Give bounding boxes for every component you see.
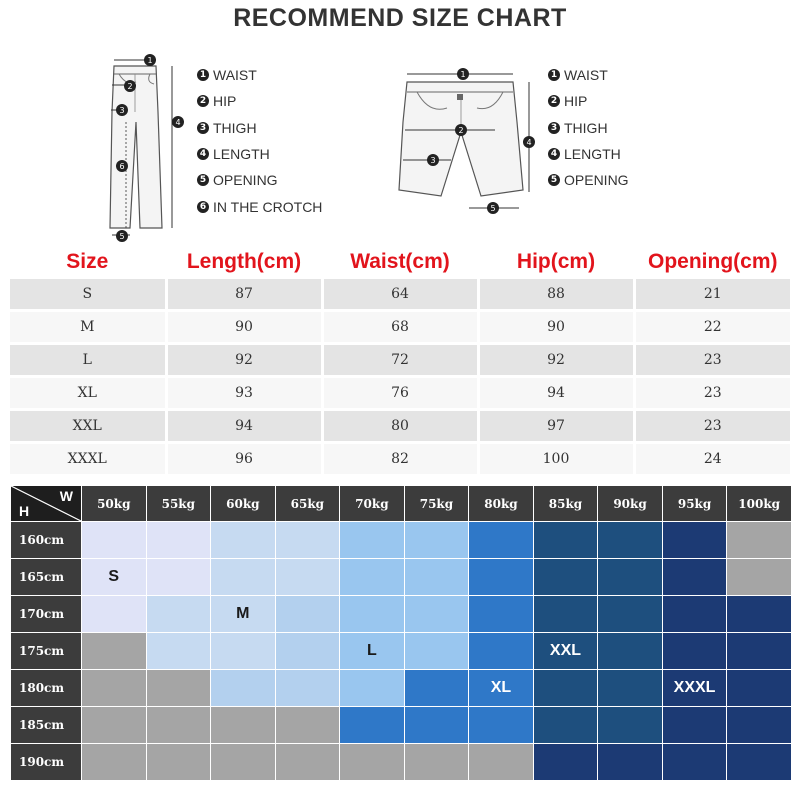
size-zone-cell <box>662 707 727 744</box>
size-zone-cell <box>275 596 340 633</box>
size-zone-cell <box>533 522 598 559</box>
grid-corner <box>11 486 82 522</box>
opening-header: Opening(cm) <box>634 245 790 279</box>
size-zone-cell <box>340 559 405 596</box>
measure-cell: 96 <box>166 443 322 476</box>
measure-cell: 82 <box>322 443 478 476</box>
size-row <box>10 279 790 311</box>
size-zone-label: L <box>340 633 405 670</box>
size-zone-cell <box>275 559 340 596</box>
size-zone-cell <box>275 707 340 744</box>
shorts-diagram <box>395 62 545 222</box>
measure-cell: 72 <box>322 344 478 377</box>
size-zone-cell <box>211 707 276 744</box>
grid-row <box>11 744 792 781</box>
size-zone-cell <box>598 559 663 596</box>
measure-cell: 23 <box>634 377 790 410</box>
grid-row <box>11 670 792 707</box>
pants-legend <box>197 62 322 220</box>
size-zone-cell <box>404 707 469 744</box>
measure-cell: 80 <box>322 410 478 443</box>
size-row <box>10 344 790 377</box>
measure-cell: 22 <box>634 311 790 344</box>
legend-item: 6 IN THE CROTCH <box>197 193 322 219</box>
weight-header: 90kg <box>598 486 663 522</box>
measure-cell: 97 <box>478 410 634 443</box>
legend-item: 1 WAIST <box>197 62 322 88</box>
measure-cell: 87 <box>166 279 322 311</box>
size-zone-cell <box>598 744 663 781</box>
measure-cell: 92 <box>166 344 322 377</box>
svg-text:2: 2 <box>458 126 464 135</box>
size-row <box>10 377 790 410</box>
measure-cell: 88 <box>478 279 634 311</box>
size-zone-cell <box>533 670 598 707</box>
size-zone-cell <box>275 633 340 670</box>
legend-item: 4 LENGTH <box>197 141 322 167</box>
size-zone-label: XXL <box>533 633 598 670</box>
height-header: 185cm <box>11 707 82 744</box>
weight-header: 85kg <box>533 486 598 522</box>
weight-header: 60kg <box>211 486 276 522</box>
size-zone-cell <box>598 707 663 744</box>
hip-header: Hip(cm) <box>478 245 634 279</box>
size-zone-cell <box>404 522 469 559</box>
size-zone-cell <box>404 744 469 781</box>
size-zone-cell <box>727 744 792 781</box>
size-zone-cell <box>340 744 405 781</box>
size-zone-cell <box>662 596 727 633</box>
legend-item: 5 OPENING <box>548 167 629 193</box>
height-header: 175cm <box>11 633 82 670</box>
size-zone-cell <box>211 633 276 670</box>
size-zone-cell <box>82 633 147 670</box>
size-zone-cell <box>469 522 534 559</box>
measure-cell: 92 <box>478 344 634 377</box>
legend-item: 3 THIGH <box>548 115 629 141</box>
legend-item: 3 THIGH <box>197 115 322 141</box>
size-cell: XXL <box>10 410 166 443</box>
height-header: 170cm <box>11 596 82 633</box>
measure-cell: 94 <box>478 377 634 410</box>
size-zone-label: M <box>211 596 276 633</box>
measure-cell: 23 <box>634 344 790 377</box>
size-zone-label: XL <box>469 670 534 707</box>
size-zone-label: S <box>82 559 147 596</box>
size-zone-cell <box>469 633 534 670</box>
size-zone-cell <box>533 596 598 633</box>
size-zone-cell <box>146 522 211 559</box>
size-zone-cell <box>662 744 727 781</box>
size-zone-cell <box>404 596 469 633</box>
size-zone-cell <box>727 633 792 670</box>
length-header: Length(cm) <box>166 245 322 279</box>
measure-cell: 21 <box>634 279 790 311</box>
svg-text:3: 3 <box>119 106 125 115</box>
measure-cell: 90 <box>478 311 634 344</box>
size-cell: M <box>10 311 166 344</box>
size-zone-cell <box>662 633 727 670</box>
measure-cell: 93 <box>166 377 322 410</box>
size-header: Size <box>10 245 166 279</box>
size-row <box>10 311 790 344</box>
grid-row <box>11 633 792 670</box>
size-cell: L <box>10 344 166 377</box>
measure-cell: 76 <box>322 377 478 410</box>
weight-header: 70kg <box>340 486 405 522</box>
size-zone-cell <box>211 670 276 707</box>
size-zone-cell <box>469 707 534 744</box>
svg-text:6: 6 <box>119 162 125 171</box>
size-zone-cell <box>727 670 792 707</box>
size-zone-cell <box>598 522 663 559</box>
legend-item: 2 HIP <box>548 88 629 114</box>
size-zone-cell <box>82 522 147 559</box>
size-zone-cell <box>82 744 147 781</box>
size-zone-cell <box>727 707 792 744</box>
size-zone-cell <box>340 522 405 559</box>
page-title: RECOMMEND SIZE CHART <box>233 4 567 32</box>
size-zone-cell <box>275 522 340 559</box>
size-zone-cell <box>340 596 405 633</box>
size-zone-cell <box>404 559 469 596</box>
svg-text:5: 5 <box>119 232 125 241</box>
height-header: 160cm <box>11 522 82 559</box>
svg-text:1: 1 <box>460 70 466 79</box>
measure-cell: 68 <box>322 311 478 344</box>
size-zone-cell <box>275 670 340 707</box>
size-zone-cell <box>211 744 276 781</box>
size-zone-cell <box>146 559 211 596</box>
weight-header: 75kg <box>404 486 469 522</box>
legend-item: 2 HIP <box>197 88 322 114</box>
shorts-legend <box>548 62 629 193</box>
weight-header: 65kg <box>275 486 340 522</box>
weight-axis-label: W <box>59 488 73 504</box>
size-zone-cell <box>146 707 211 744</box>
size-zone-cell <box>533 744 598 781</box>
size-zone-cell <box>146 633 211 670</box>
legend-item: 4 LENGTH <box>548 141 629 167</box>
legend-item: 5 OPENING <box>197 167 322 193</box>
size-zone-cell <box>469 744 534 781</box>
measure-cell: 24 <box>634 443 790 476</box>
size-zone-label: XXXL <box>662 670 727 707</box>
size-zone-cell <box>662 522 727 559</box>
size-zone-cell <box>404 670 469 707</box>
measure-cell: 100 <box>478 443 634 476</box>
measure-cell: 64 <box>322 279 478 311</box>
size-zone-cell <box>727 596 792 633</box>
grid-row <box>11 559 792 596</box>
size-zone-cell <box>533 559 598 596</box>
size-zone-cell <box>598 596 663 633</box>
grid-row <box>11 707 792 744</box>
pants-diagram <box>106 52 196 242</box>
size-zone-cell <box>211 522 276 559</box>
size-zone-cell <box>82 596 147 633</box>
weight-header: 55kg <box>146 486 211 522</box>
size-zone-cell <box>146 670 211 707</box>
weight-header: 50kg <box>82 486 147 522</box>
height-header: 180cm <box>11 670 82 707</box>
size-zone-cell <box>598 633 663 670</box>
weight-header: 80kg <box>469 486 534 522</box>
size-cell: XXXL <box>10 443 166 476</box>
size-zone-cell <box>82 670 147 707</box>
size-cell: S <box>10 279 166 311</box>
svg-text:1: 1 <box>147 56 153 65</box>
measure-cell: 23 <box>634 410 790 443</box>
size-zone-cell <box>146 596 211 633</box>
svg-text:2: 2 <box>127 82 133 91</box>
size-zone-cell <box>275 744 340 781</box>
size-zone-cell <box>82 707 147 744</box>
size-zone-cell <box>404 633 469 670</box>
size-zone-cell <box>598 670 663 707</box>
height-weight-grid <box>10 485 792 781</box>
size-row <box>10 443 790 476</box>
size-zone-cell <box>146 744 211 781</box>
height-header: 190cm <box>11 744 82 781</box>
size-zone-cell <box>211 559 276 596</box>
size-zone-cell <box>727 522 792 559</box>
size-zone-cell <box>469 559 534 596</box>
grid-row <box>11 596 792 633</box>
measure-cell: 94 <box>166 410 322 443</box>
weight-header: 95kg <box>662 486 727 522</box>
svg-text:3: 3 <box>430 156 436 165</box>
measure-cell: 90 <box>166 311 322 344</box>
grid-row <box>11 522 792 559</box>
waist-header: Waist(cm) <box>322 245 478 279</box>
size-cell: XL <box>10 377 166 410</box>
size-zone-cell <box>533 707 598 744</box>
svg-text:4: 4 <box>526 138 532 147</box>
svg-text:5: 5 <box>490 204 496 213</box>
svg-text:4: 4 <box>175 118 181 127</box>
size-table <box>10 245 790 477</box>
size-zone-cell <box>469 596 534 633</box>
size-row <box>10 410 790 443</box>
legend-item: 1 WAIST <box>548 62 629 88</box>
height-axis-label: H <box>19 503 30 519</box>
size-zone-cell <box>727 559 792 596</box>
size-zone-cell <box>662 559 727 596</box>
weight-header: 100kg <box>727 486 792 522</box>
size-zone-cell <box>340 707 405 744</box>
size-zone-cell <box>340 670 405 707</box>
height-header: 165cm <box>11 559 82 596</box>
